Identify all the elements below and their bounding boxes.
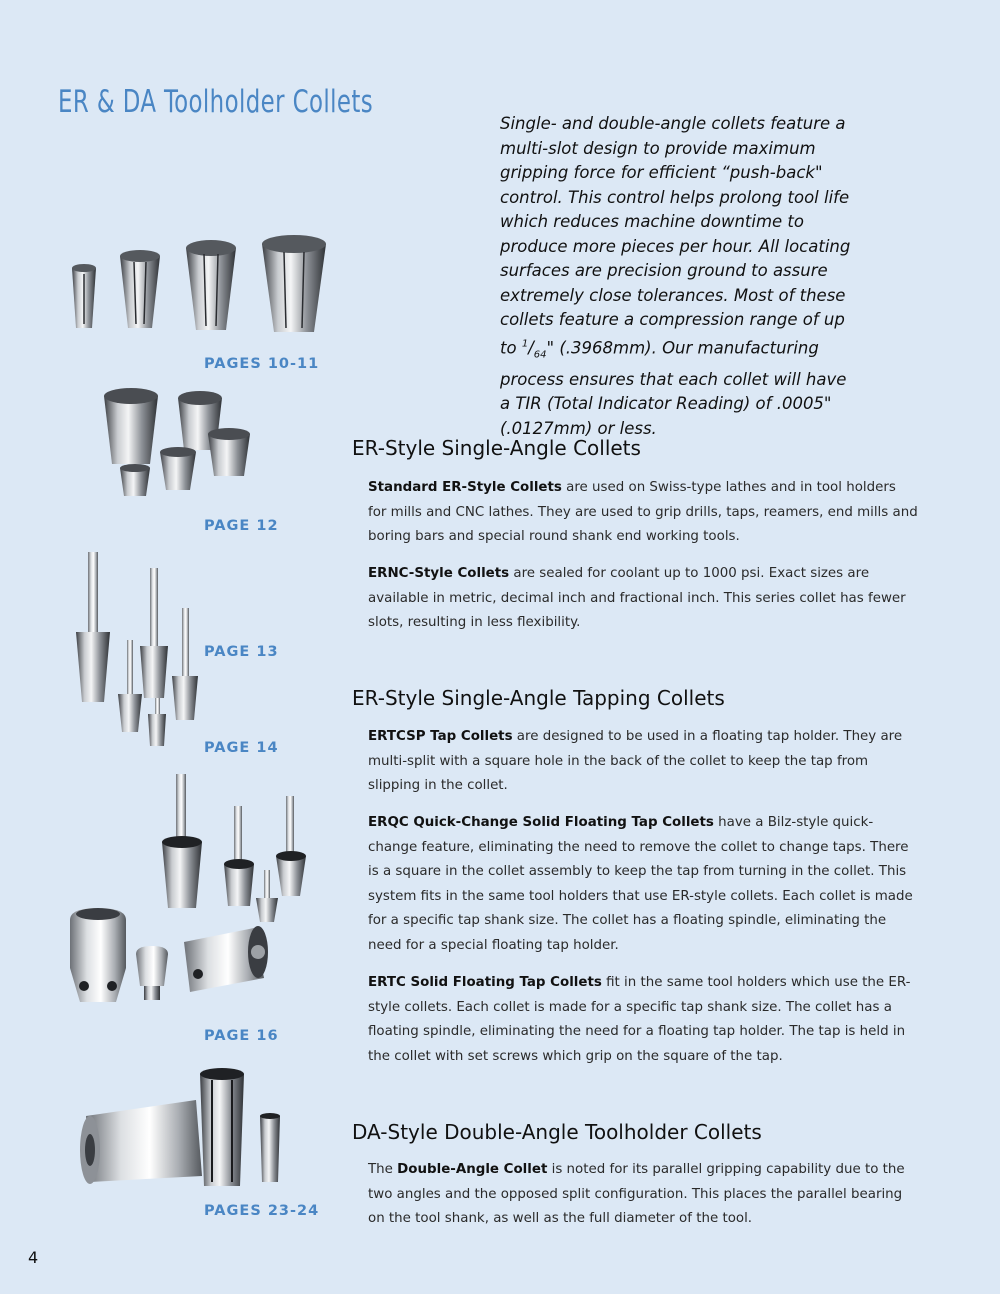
paragraph-text: fit in the same tool holders which use the ER-style collets. Each collet is made for a specific tap shank size. The collet has a floating spindle, eliminating the need for a floating tap holder. The tap is held in the collet with set screws which grip on the square of the tap. [368,975,911,1064]
term-ertc: ERTC Solid Floating Tap Collets [368,975,602,990]
section-heading-er-tapping: ER-Style Single-Angle Tapping Collets [352,686,725,710]
fraction-numerator: 1 [521,338,529,350]
page-ref-10-11: PAGES 10-11 [204,356,320,372]
da-collets-photo [76,1066,296,1190]
paragraph-standard-er [368,476,918,550]
ertcsp-tap-collets-photo [70,548,210,748]
page-number: 4 [28,1248,39,1267]
compression-fraction: $^1/_{64}$ [521,338,547,361]
term-double-angle: Double-Angle Collet [397,1162,548,1177]
paragraph-text: is noted for its parallel gripping capability due to the two angles and the opposed split configuration. This places the parallel bearing on the tool shank, as well as the full diameter of the tool. [368,1162,905,1226]
paragraph-text: The [368,1162,398,1177]
section-heading-er-single: ER-Style Single-Angle Collets [352,436,641,460]
intro-paragraph [500,112,860,441]
intro-text-end: " (.3968mm). Our manufacturing process ensures that each collet will have a TIR (Total Indicator Reading) of .0005" (.0127mm) or less. [500,338,847,438]
paragraph-ernc [368,562,918,636]
page-title: ER & DA Toolholder Collets [58,84,374,120]
intro-text: Single- and double-angle collets feature a multi-slot design to provide maximum gripping force for efficient “push-back" control. This control helps prolong tool life which reduces machine downtime to produce more pieces per hour. All locating surfaces are precision ground to assure extremely close tolerances. Most of these collets feature a compression range of up to [500,114,851,357]
page-ref-13: PAGE 13 [204,644,279,660]
paragraph-ertc [368,971,918,1069]
term-ertcsp: ERTCSP Tap Collets [368,729,513,744]
term-erqc: ERQC Quick-Change Solid Floating Tap Collets [368,815,714,830]
paragraph-double-angle [368,1158,918,1232]
page-ref-12: PAGE 12 [204,518,279,534]
paragraph-ertcsp [368,725,918,799]
paragraph-text: are designed to be used in a floating tap holder. They are multi-split with a square hole in the back of the collet to keep the tap from slipping in the collet. [368,729,903,793]
paragraph-text: are sealed for coolant up to 1000 psi. Exact sizes are available in metric, decimal inch and fractional inch. This series collet has fewer slots, resulting in less flexibility. [368,566,906,630]
er-collets-photo [66,234,336,334]
paragraph-erqc [368,811,918,958]
fraction-denominator: 64 [533,349,547,361]
page-ref-14: PAGE 14 [204,740,279,756]
term-ernc: ERNC-Style Collets [368,566,510,581]
ertc-tap-collets-photo [66,906,276,1010]
section-heading-da-double: DA-Style Double-Angle Toolholder Collets [352,1120,762,1144]
paragraph-text: have a Bilz-style quick-change feature, eliminating the need to remove the collet to change taps. There is a square in the collet assembly to keep the tap from turning in the collet. This system fits in the same tool holders that use ER-style collets. Each collet is made for a specific tap shank size. The collet has a floating spindle, eliminating the need for a special floating tap holder. [368,815,913,953]
paragraph-text: are used on Swiss-type lathes and in tool holders for mills and CNC lathes. They are used to grip drills, taps, reamers, end mills and boring bars and special round shank end working tools. [368,480,918,544]
page-ref-23-24: PAGES 23-24 [204,1203,320,1219]
ernc-collets-photo [100,386,260,498]
term-standard-er: Standard ER-Style Collets [368,480,562,495]
page-ref-16: PAGE 16 [204,1028,279,1044]
